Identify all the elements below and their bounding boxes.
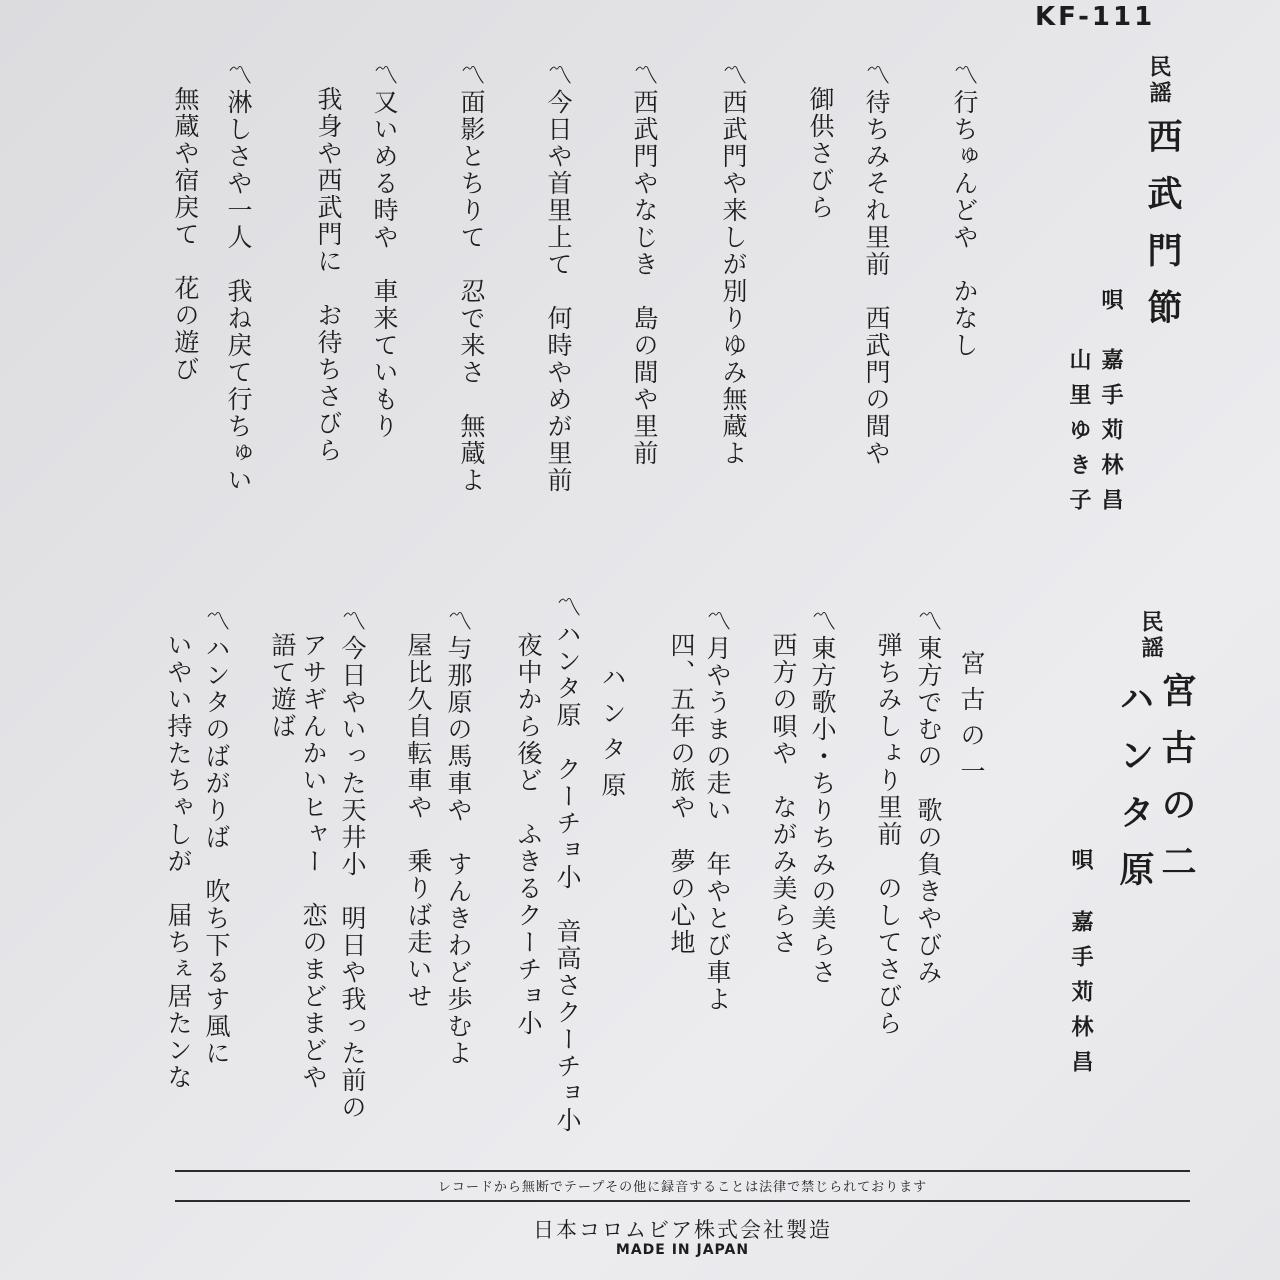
song2-lyric-line: 屋比久自転車や 乗りば走いせ [404,632,433,1010]
song2-lyric-line: 〽東方でむの 歌の負きやびみ [914,608,943,986]
section-title-hantabaru: ハンタ原 [598,664,627,808]
song1-lyric-line: 御供さびら [806,86,835,221]
song2-lyric-line: いやい持たちゃしが 届ちぇ居たンな [164,632,193,1091]
song2-lyric-line: 〽東方歌小・ちりちみの美らさ [808,608,837,986]
song2-genre: 民謡 [1138,610,1163,662]
song2-singer-prefix: 唄 [1068,848,1093,883]
made-in-japan: MADE IN JAPAN [615,1242,750,1258]
song1-lyric-line: 〽又いめる時や 車来ていもり [370,62,399,440]
song1-singer-1: 嘉手苅林昌 [1098,348,1123,523]
song2-lyric-line: 〽ハンタ原 クーチョ小 音高さクーチョ小 [553,594,582,1134]
section-title-miyako: 宮古の一 [957,650,986,794]
song1-singer-prefix: 唄 [1098,288,1123,323]
song1-lyric-line: 〽淋しさや一人 我ね戻て行ちゅい [224,62,253,494]
song2-singer: 嘉手苅林昌 [1068,910,1093,1085]
song1-lyric-line: 〽面影とちりて 忍で来さ 無蔵よ [457,62,486,494]
song1-lyric-line: 無蔵や宿戻て 花の遊び [171,86,200,383]
song2-title-2: ハンタ原 [1114,680,1154,908]
song1-lyric-line: 〽今日や首里上て 何時やめが里前 [544,62,573,494]
footer-rule-bottom [175,1200,1190,1202]
song2-title-1: 宮古の二 [1156,672,1196,900]
song2-lyric-line: 夜中から後ど ふきるクーチョ小 [514,632,543,1037]
song1-lyric-line: 〽西武門や来しが別りゆみ無蔵よ [719,62,748,467]
song1-lyric-line: 〽西武門やなじき 島の間や里前 [630,62,659,467]
footer-rule-top [175,1170,1190,1172]
song1-lyric-line: 我身や西武門に お待ちさびら [314,86,343,464]
song2-lyric-line: 弾ちみしょり里前 のしてさびら [874,632,903,1037]
song1-lyric-line: 〽待ちみそれ里前 西武門の間や [862,62,891,467]
song1-lyric-line: 〽行ちゅんどや かなし [950,62,979,359]
song2-lyric-line: 〽ハンタのばがりば 吹ち下るす風に [202,608,231,1067]
song1-singer-2: 山里ゆき子 [1066,348,1091,523]
song2-lyric-line: アサギんかいヒャー 恋のまどまどや [299,632,328,1091]
song1-genre: 民謡 [1146,55,1171,107]
song2-lyric-line: 四、五年の旅や 夢の心地 [667,632,696,956]
song2-lyric-line: 語て遊ば [268,632,297,740]
song2-lyric-line: 〽月やうまの走い 年やとび車よ [703,608,732,1013]
catalog-number: KF-111 [1035,2,1156,32]
song2-lyric-line: 〽今日やいった天井小 明日や我った前の [338,608,367,1121]
song2-lyric-line: 西方の唄や ながみ美らさ [769,632,798,956]
copyright-notice: レコードから無断でテープその他に録音することは法律で禁じられております [437,1180,928,1195]
manufacturer: 日本コロムビア株式会社製造 [533,1218,832,1242]
song2-lyric-line: 〽与那原の馬車や すんきわど歩むよ [444,608,473,1067]
song1-title: 西武門節 [1142,118,1182,346]
